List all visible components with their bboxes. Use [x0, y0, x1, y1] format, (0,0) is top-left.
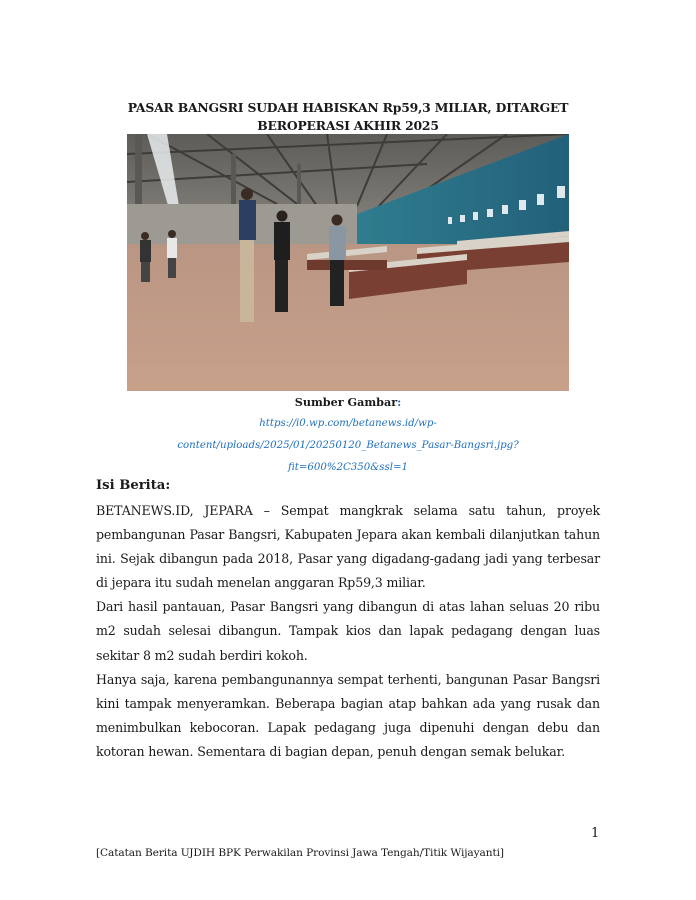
title-line-2: BEROPERASI AKHIR 2025	[257, 118, 439, 133]
paragraph-1: BETANEWS.ID, JEPARA – Sempat mangkrak selama satu tahun, proyek pembangunan Pasar Bangsri, Kabupaten Jepara akan kembali dilanjutkan tahun ini. Sejak dibangun pada 2018, Pasar yang digadang-gadang jadi yang terbesar di jepara itu sudah menelan anggaran Rp59,3 miliar.	[96, 503, 600, 591]
caption-label: Sumber Gambar	[294, 395, 398, 409]
paragraph-3: Hanya saja, karena pembangunannya sempat terhenti, bangunan Pasar Bangsri kini tampak menyeramkan. Beberapa bagian atap bahkan ada yang rusak dan menimbulkan kebocoran. Lapak pedagang juga dipenuhi dengan debu dan kotoran hewan. Sementara di bagian depan, penuh dengan semak belukar.	[96, 671, 600, 759]
article-body	[96, 499, 600, 764]
title-line-1: PASAR BANGSRI SUDAH HABISKAN Rp59,3 MILIAR, DITARGET	[127, 100, 569, 115]
news-photo	[127, 134, 569, 391]
footer-note: [Catatan Berita UJDIH BPK Perwakilan Provinsi Jawa Tengah/Titik Wijayanti]	[96, 847, 504, 859]
paragraph-2: Dari hasil pantauan, Pasar Bangsri yang dibangun di atas lahan seluas 20 ribu m2 sudah selesai dibangun. Tampak kios dan lapak pedagang dengan luas sekitar 8 m2 sudah berdiri kokoh.	[96, 599, 600, 663]
caption-colon: :	[397, 395, 402, 409]
caption-source-link[interactable]: https://i0.wp.com/betanews.id/wp-content/uploads/2025/01/20250120_Betanews_Pasar-Bangsri.jpg?fit=600%2C350&ssl=1	[177, 418, 519, 473]
image-caption	[90, 392, 606, 479]
page-number: 1	[591, 826, 600, 841]
section-heading: Isi Berita:	[96, 478, 171, 493]
document-title	[90, 99, 606, 135]
